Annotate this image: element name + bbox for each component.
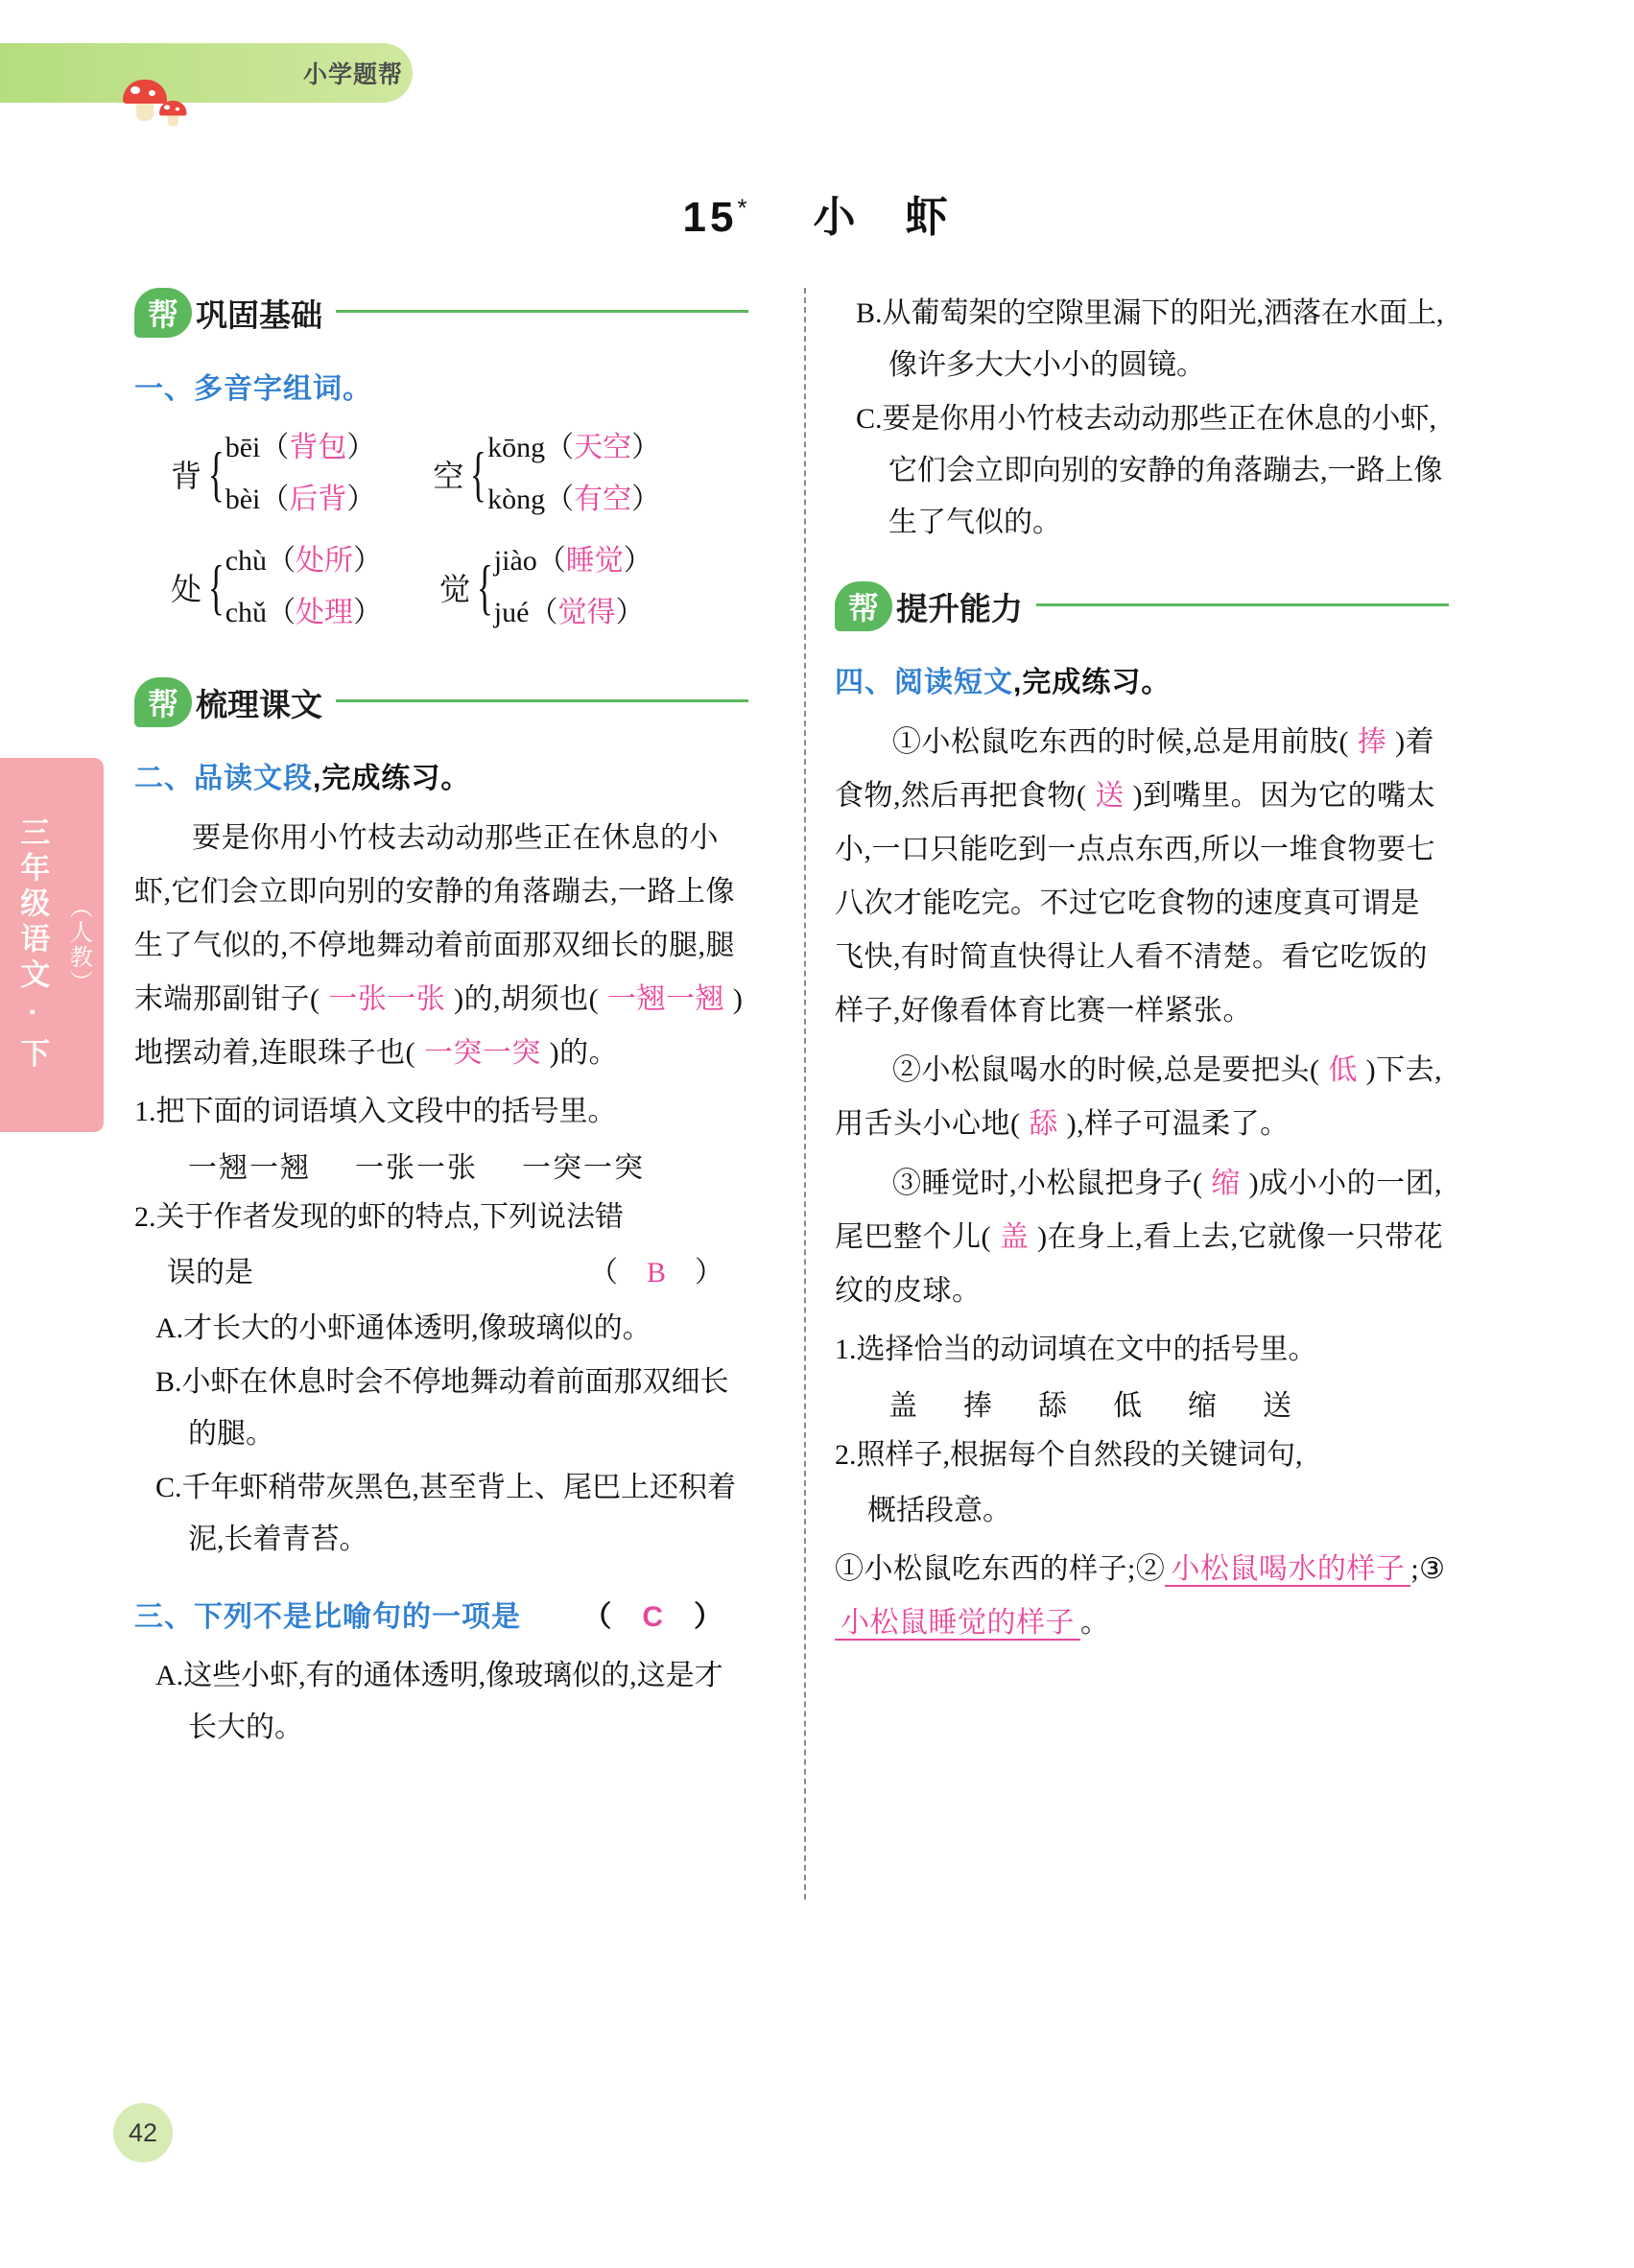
question-2-option-a: A.才长大的小虾通体透明,像玻璃似的。 bbox=[155, 1312, 651, 1344]
duoyin-char: 处 bbox=[171, 572, 202, 606]
question-2-option-c: C.千年虾稍带灰黑色,甚至背上、尾巴上还积着泥,长着青苔。 bbox=[155, 1472, 737, 1555]
reading-paragraph-1 bbox=[835, 716, 1449, 1038]
verb-bank-item: 捧 bbox=[963, 1390, 994, 1422]
left-column bbox=[134, 288, 748, 1756]
pinyin: jué bbox=[493, 597, 530, 628]
question-1-heading: 一、多音字组词。 bbox=[134, 373, 372, 405]
grade-side-tab bbox=[0, 758, 104, 1132]
brace-icon: { bbox=[470, 439, 487, 508]
duoyin-group-kong: 空 { kōng（天空） kòng（有空） bbox=[433, 432, 661, 515]
verb-bank-item: 缩 bbox=[1188, 1390, 1219, 1422]
question-3-option-a: A.这些小虾,有的通体透明,像玻璃似的,这是才长大的。 bbox=[155, 1660, 723, 1743]
duoyin-char: 空 bbox=[433, 459, 464, 493]
answer-word: 天空 bbox=[574, 432, 632, 463]
answer-word: 背包 bbox=[289, 432, 347, 463]
pinyin: chǔ bbox=[225, 597, 268, 628]
reading-p2-answer-1: 低 bbox=[1319, 1054, 1366, 1086]
reading-p1-answer-2: 送 bbox=[1086, 780, 1133, 812]
question-2-answer-wrap: （ B ） bbox=[588, 1257, 723, 1288]
reading-p3-text-2: )成小小的一团,尾巴整个儿( bbox=[835, 1168, 1443, 1253]
reading-paragraph-3 bbox=[835, 1157, 1449, 1318]
question-2-sub-2-line2 bbox=[134, 1247, 748, 1299]
pinyin: kōng bbox=[487, 432, 546, 463]
duoyin-row-1 bbox=[171, 422, 748, 526]
section-title: 巩固基础 bbox=[196, 296, 322, 333]
question-4-heading-black: ,完成练习。 bbox=[1013, 667, 1172, 698]
passage-text-2: )的,胡须也( bbox=[454, 983, 600, 1015]
question-2-sub-2-text: 误的是 bbox=[167, 1257, 253, 1288]
question-4-verb-bank bbox=[835, 1382, 1449, 1424]
duoyin-group-bei: 背 { bēi（背包） bèi（后背） bbox=[171, 432, 376, 515]
section-header-ability bbox=[835, 581, 1449, 631]
question-3-answer: C bbox=[642, 1601, 664, 1633]
duoyin-group-jue: 觉 { jiào（睡觉） jué（觉得） bbox=[439, 545, 652, 628]
right-column bbox=[835, 288, 1449, 1656]
lesson-star: * bbox=[737, 193, 751, 223]
top-banner bbox=[0, 43, 413, 103]
pinyin: kòng bbox=[487, 484, 546, 515]
question-2-option-b: B.小虾在休息时会不停地舞动着前面那双细长的腿。 bbox=[155, 1366, 729, 1450]
reading-p3-answer-1: 缩 bbox=[1202, 1168, 1249, 1199]
passage-answer-3: 一突一突 bbox=[415, 1037, 550, 1069]
question-3-heading-text: 三、下列不是比喻句的一项是 bbox=[134, 1601, 521, 1633]
answer-end: 。 bbox=[1080, 1607, 1110, 1639]
answer-word: 有空 bbox=[574, 484, 632, 515]
passage-answer-2: 一翘一翘 bbox=[599, 983, 733, 1015]
section-rule bbox=[1036, 603, 1449, 606]
question-3-answer-wrap: （ C ） bbox=[582, 1601, 723, 1633]
reading-p2-text-2: )下去,用舌头小心地( bbox=[835, 1054, 1443, 1140]
reading-p2-text-1: ②小松鼠喝水的时候,总是要把头( bbox=[892, 1054, 1320, 1086]
lesson-name: 小 虾 bbox=[813, 194, 952, 241]
question-2-heading-black: ,完成练习。 bbox=[313, 763, 471, 794]
reading-p1-text-3: )到嘴里。因为它的嘴太小,一口只能吃到一点点东西,所以一堆食物要七八次才能吃完。不过它吃食物的速度真可谓是飞快,有时简直快得让人看不清楚。看它吃饭的样子,好像看体育比赛一样紧张。 bbox=[835, 780, 1436, 1027]
question-2-heading bbox=[134, 754, 748, 796]
brace-icon: { bbox=[476, 553, 493, 621]
answer-fill-2: 小松鼠睡觉的样子 bbox=[835, 1607, 1080, 1641]
section-title: 提升能力 bbox=[896, 590, 1023, 626]
section-rule bbox=[336, 310, 748, 313]
word-bank-item: 一张一张 bbox=[355, 1152, 478, 1184]
banner-title: 小学题帮 bbox=[302, 61, 403, 88]
answer-prefix: ①小松鼠吃东西的样子;② bbox=[835, 1553, 1166, 1585]
grade-label: 三年级语文 · 下 bbox=[15, 816, 50, 1074]
page-number: 42 bbox=[113, 2103, 173, 2162]
question-4-sub-2-line2: 概括段意。 bbox=[867, 1495, 1011, 1526]
answer-fill-1: 小松鼠喝水的样子 bbox=[1165, 1553, 1410, 1587]
lesson-number: 15 bbox=[682, 194, 738, 241]
question-2-answer: B bbox=[646, 1257, 666, 1288]
answer-word: 睡觉 bbox=[565, 545, 624, 577]
reading-paragraph-2 bbox=[835, 1044, 1449, 1151]
section-header-textcomb bbox=[134, 677, 748, 727]
question-4-sub-2-line1: 2.照样子,根据每个自然段的关键词句, bbox=[835, 1439, 1303, 1471]
edition-label: （人教） bbox=[65, 895, 92, 995]
verb-bank-item: 低 bbox=[1113, 1390, 1144, 1422]
question-2-word-bank bbox=[134, 1144, 748, 1186]
answer-mid: ;③ bbox=[1410, 1553, 1446, 1585]
reading-p1-text-1: ①小松鼠吃东西的时候,总是用前肢( bbox=[892, 726, 1349, 758]
reading-p2-answer-2: 舔 bbox=[1020, 1108, 1067, 1140]
brace-icon: { bbox=[207, 439, 225, 508]
question-4-heading-blue: 四、阅读短文 bbox=[835, 667, 1013, 698]
answer-word: 处理 bbox=[296, 597, 354, 628]
reading-p2-text-3: ),样子可温柔了。 bbox=[1066, 1108, 1290, 1140]
answer-word: 觉得 bbox=[557, 597, 616, 628]
passage-text-4: )的。 bbox=[549, 1037, 619, 1069]
reading-p1-answer-1: 捧 bbox=[1349, 726, 1396, 758]
question-3-option-c: C.要是你用小竹枝去动动那些正在休息的小虾,它们会立即向别的安静的角落蹦去,一路上像生了气似的。 bbox=[856, 403, 1443, 538]
question-4-answer-line bbox=[835, 1543, 1449, 1650]
duoyin-char: 觉 bbox=[439, 572, 471, 606]
mushroom-small-icon bbox=[159, 101, 187, 127]
column-divider bbox=[804, 288, 806, 1900]
duoyin-char: 背 bbox=[171, 459, 202, 493]
question-2-sub-1: 1.把下面的词语填入文段中的括号里。 bbox=[134, 1096, 617, 1127]
bang-badge: 帮 bbox=[134, 677, 192, 727]
word-bank-item: 一突一突 bbox=[522, 1152, 645, 1184]
question-4-heading bbox=[835, 658, 1449, 700]
section-header-foundation bbox=[134, 288, 748, 338]
duoyin-group-chu: 处 { chù（处所） chǔ（处理） bbox=[171, 545, 383, 628]
word-bank-item: 一翘一翘 bbox=[188, 1152, 311, 1184]
pinyin: bèi bbox=[225, 484, 261, 515]
question-2-heading-blue: 二、品读文段 bbox=[134, 763, 313, 794]
question-2-sub-2-line1: 2.关于作者发现的虾的特点,下列说法错 bbox=[134, 1201, 624, 1233]
question-2-passage bbox=[134, 812, 748, 1080]
passage-answer-1: 一张一张 bbox=[320, 983, 455, 1015]
pinyin: chù bbox=[225, 545, 268, 577]
passage-text-3: )地摆动着,连眼珠子也( bbox=[134, 983, 744, 1069]
verb-bank-item: 舔 bbox=[1038, 1390, 1069, 1422]
bang-badge: 帮 bbox=[134, 288, 192, 338]
pinyin: jiào bbox=[493, 545, 537, 577]
section-rule bbox=[336, 699, 748, 702]
answer-word: 处所 bbox=[296, 545, 354, 577]
pinyin: bēi bbox=[225, 432, 261, 463]
verb-bank-item: 盖 bbox=[888, 1390, 919, 1422]
verb-bank-item: 送 bbox=[1263, 1390, 1293, 1422]
question-3-heading bbox=[134, 1593, 748, 1635]
duoyin-row-2 bbox=[171, 535, 748, 639]
reading-p3-text-1: ③睡觉时,小松鼠把身子( bbox=[892, 1168, 1203, 1199]
answer-word: 后背 bbox=[289, 484, 347, 515]
reading-p3-answer-2: 盖 bbox=[991, 1221, 1038, 1253]
question-3-option-b: B.从葡萄架的空隙里漏下的阳光,洒落在水面上,像许多大大小小的圆镜。 bbox=[856, 297, 1444, 381]
page-title bbox=[0, 182, 1634, 244]
passage-text-1: 要是你用小竹枝去动动那些正在休息的小虾,它们会立即向别的安静的角落蹦去,一路上像生了气似的,不停地舞动着前面那双细长的腿,腿末端那副钳子( bbox=[134, 822, 735, 1015]
question-4-sub-1: 1.选择恰当的动词填在文中的括号里。 bbox=[835, 1334, 1317, 1365]
bang-badge: 帮 bbox=[835, 581, 892, 631]
reading-p1-text-2: )着食物,然后再把食物( bbox=[835, 726, 1435, 812]
section-title: 梳理课文 bbox=[196, 686, 322, 722]
brace-icon: { bbox=[207, 553, 225, 621]
reading-p3-text-3: )在身上,看上去,它就像一只带花纹的皮球。 bbox=[835, 1221, 1444, 1307]
